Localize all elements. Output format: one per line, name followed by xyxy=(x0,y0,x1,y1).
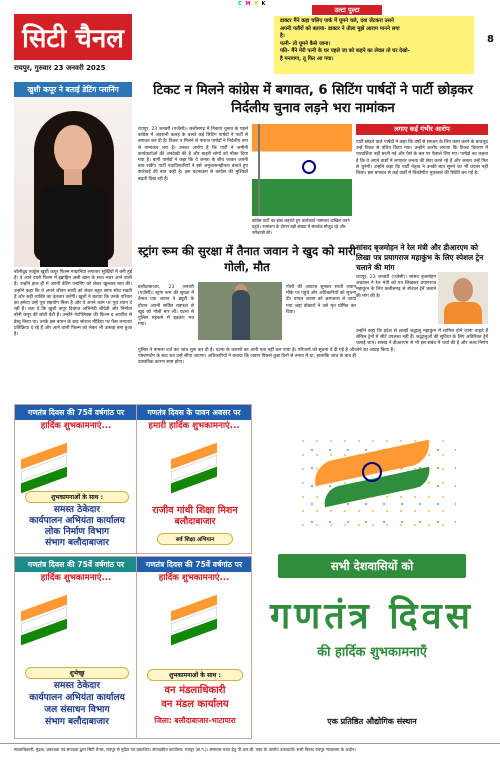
ulta-pulta-label: उल्टा पुल्टा xyxy=(312,5,382,15)
congress-flag-photo xyxy=(252,124,352,216)
page-number: 8 xyxy=(487,34,494,45)
ulta-pulta-box xyxy=(274,16,474,74)
ad-line: वन मंडलाधिकारी xyxy=(164,685,226,696)
ad-line: समस्त ठेकेदार xyxy=(53,505,101,515)
ad-line: संभाग बलौदाबाजार xyxy=(45,717,109,727)
ad-line: जल संसाधन विभाग xyxy=(44,705,110,715)
ad-rgsm xyxy=(136,404,252,554)
photo-caption: कांग्रेस पार्टी का झंडा लहराते हुए कार्यकर्ता नामांकन दाखिल करने पहुंचे। नामांकन के दौरान बड़ी संख्या में समर्थक मौजूद रहे और नारेबाजी की। xyxy=(252,218,350,235)
ad-header: गणतंत्र दिवस की 75वें वर्षगांठ पर xyxy=(15,405,137,420)
ad-line: जिला: बलौदाबाजार-भाटापारा xyxy=(154,716,236,725)
ad-badge: सर्व शिक्षा अभियान xyxy=(157,533,233,545)
ulta-line: है मनायगा, तू फिर आ गया। xyxy=(280,55,334,62)
ulta-line: अपनी पतौरों को बताया- डाक्टर ने तोला मुझे आराम मानने लगा xyxy=(280,25,400,32)
jawan-body-2: गोली की आवाज सुनकर साथी जवान मौके पर पहुंचे और अधिकारियों को सूचना दी। घायल जवान को अस्पताल ले जाया गया जहां डॉक्टरों ने उसे मृत घोषित कर दिया। xyxy=(286,285,356,315)
ad-line: बलौदाबाजार xyxy=(174,517,216,527)
ad-sender: शुभकामनाओं के साथ : xyxy=(25,491,129,503)
ad-line: वन मंडल कार्यालय xyxy=(161,699,229,710)
ad-banner: सभी देशवासियों को xyxy=(278,554,466,578)
dateline: रायपुर, गुरुवार 23 जनवरी 2025 xyxy=(14,64,106,72)
ad-header: गणतंत्र दिवस की 75वें वर्षगांठ पर xyxy=(137,557,251,572)
ad-header: गणतंत्र दिवस के पावन अवसर पर xyxy=(137,405,251,420)
republic-day-ad xyxy=(256,404,488,739)
ulta-line: पत्नी- तो घूमने कैसे जाना। xyxy=(280,40,331,47)
ad-pwd xyxy=(14,404,138,554)
ashoka-chakra-icon xyxy=(362,462,382,482)
jawan-body-3: पुलिस ने मामला दर्ज कर जांच शुरू कर दी है। घटना के कारणों का अभी पता नहीं चल पाया है। परिजनों को सूचना दे दी गई है और पोस्टमार्टम के बाद शव उन्हें सौंपा जाएगा। अधिकारियों ने बताया कि जवान पिछले कुछ दिनों से तनाव में था, हालांकि जांच के बाद ही वास्तविक कारण स्पष्ट होगा। xyxy=(138,348,356,366)
celebrity-headline: खुशी कपूर ने बताई डेटिंग प्लानिंग xyxy=(14,82,132,97)
ad-forest xyxy=(136,556,252,739)
ad-sender: शुभेच्छु xyxy=(25,667,129,679)
cmyk-marks xyxy=(238,1,266,7)
footer-imprint: स्वत्वाधिकारी, मुद्रक, प्रकाशक एवं संपादक द्वारा सिटी चैनल, रायपुर से मुद्रित एवं प्रकाशित। संपादकीय कार्यालय: रायपुर (छ.ग.)। समाचार चयन हेतु पी.आर.बी. एक्ट के अंतर्गत उत्तरदायी। सभी विवाद रायपुर न्यायालय के अधीन। xyxy=(0,743,500,765)
celebrity-story xyxy=(14,82,132,338)
ad-line: संभाग बलौदाबाजार xyxy=(45,538,109,548)
ulta-line: पति- मैंने मेरी पत्नी के घर पहले जा को कहने का लेवल तो घर देखो- xyxy=(280,48,410,55)
cmyk-k: K xyxy=(261,1,267,7)
ad-header: गणतंत्र दिवस की 75वें वर्षगांठ पर xyxy=(15,557,137,572)
cmyk-y: Y xyxy=(254,1,259,7)
ad-wrd xyxy=(14,556,138,739)
lead-body: रायपुर, 23 जनवरी (एजेंसी)। छत्तीसगढ़ में निकाय चुनाव के पहले कांग्रेस में अंदरूनी कलह के चलते कई सिटिंग पार्षदों ने पार्टी से बगावत कर दी है। टिकट न मिलने से नाराज पार्षदों ने निर्दलीय रूप से नामांकन भरा है। उनका आरोप है कि पार्टी ने जमीनी कार्यकर्ताओं की अनदेखी की है और बाहरी लोगों को मौका दिया गया है। बागी पार्षदों ने कहा कि वे जनता के बीच जाकर अपनी बात रखेंगे। पार्टी पदाधिकारियों ने इसे अनुशासनहीनता बताते हुए कार्रवाई की बात कही है। इस घटनाक्रम से कांग्रेस की मुश्किलें बढ़ती दिख रही हैं। xyxy=(138,127,248,182)
ulta-line: है। xyxy=(280,33,285,40)
politician-photo xyxy=(438,272,488,324)
flag-art xyxy=(171,593,217,673)
celebrity-body: बॉलीवुड एक्ट्रेस खुशी कपूर फ़िल्म नादानियां लगातार सुर्खियों में बनी हुई हैं। वे आने वाली फिल्म में इब्राहिम अली खान के साथ नजर आने वाली हैं। उन्होंने हाल ही में अपनी डेटिंग प्लानिंग को लेकर खुलकर बात की। उन्होंने कहा कि वे अपने जीवन साथी को लेकर बहुत साफ सोच रखती हैं और सही व्यक्ति का इंतजार करेंगी। खुशी ने बताया कि उनके परिवार का हमेशा उन्हें पूरा सहयोग मिला है और वे अपने काम पर पूरा ध्यान दे रही हैं। बता दें कि खुशी कपूर दिवंगत अभिनेत्री श्रीदेवी और निर्माता बोनी कपूर की छोटी बेटी हैं। उन्होंने नेटफ्लिक्स की फिल्म द आर्चीज से डेब्यू किया था। उनके इस बयान के बाद सोशल मीडिया पर फैंस लगातार प्रतिक्रिया दे रहे हैं और आने वाली फिल्म को लेकर भी उत्साह बना हुआ है। xyxy=(14,270,132,338)
celebrity-photo xyxy=(14,97,132,267)
ad-title: गणतंत्र दिवस xyxy=(269,595,474,637)
ad-sender: शुभकामनाओं के साथ : xyxy=(147,669,243,681)
masthead xyxy=(0,0,500,78)
ad-line: कार्यपालन अभियंता कार्यालय xyxy=(29,516,125,526)
lead-headline: टिकट न मिलने कांग्रेस में बगावत, 6 सिटिंग पार्षदों ने पार्टी छोड़कर निर्दलीय चुनाव लड़ने भरा नामांकन xyxy=(153,83,473,116)
cmyk-m: M xyxy=(245,1,252,7)
jawan-body-1: बलौदाबाजार, 23 जनवरी (एजेंसी)। स्ट्रांग रूम की सुरक्षा में तैनात एक जवान ने ड्यूटी के दौरान अपनी सर्विस राइफल से खुद को गोली मार ली। घटना से पुलिस महकमे में हड़कंप मच गया। xyxy=(138,285,194,328)
side-tab: लगाए कई गंभीर आरोप xyxy=(356,124,488,135)
ad-line: कार्यपालन अभियंता कार्यालय xyxy=(29,693,125,703)
flag-art xyxy=(21,593,67,673)
mp-body-2: उन्होंने कहा कि प्रदेश से लाखों श्रद्धालु महाकुंभ में शामिल होने जाना चाहते हैं लेकिन ट्रेनों में सीटें उपलब्ध नहीं हैं। श्रद्धालुओं की सुविधा के लिए अतिरिक्त ट्रेनें चलाई जाएं। सांसद ने डीआरएम से भी इस संबंध में चर्चा की है और जल्द निर्णय लेने का आग्रह किया है। xyxy=(356,329,488,353)
ad-subheader: हार्दिक शुभकामनाएं... xyxy=(158,573,230,583)
ad-subheader: हार्दिक शुभकामनाएं... xyxy=(40,573,112,583)
jawan-headline: स्ट्रांग रूम की सुरक्षा में तैनात जवान ने खुद को मारी गोली, मौत xyxy=(138,244,356,274)
ad-wish: की हार्दिक शुभकामनाएँ xyxy=(317,645,427,660)
side-body: पार्टी छोड़ने वाले पार्षदों ने कहा कि वर्षों से संगठन के लिए काम करने के बावजूद उन्हें टिकट से वंचित किया गया। उन्होंने आरोप लगाया कि टिकट वितरण में पारदर्शिता नहीं बरती गई और पैसे के बल पर फैसले लिए गए। पार्षदों का कहना है कि वे अपने वार्डों में लगातार जनता की सेवा करते रहे हैं और जनता उन्हें फिर से चुनेगी। उन्होंने कहा कि पार्टी नेतृत्व ने उनकी बात सुनने का भी प्रयास नहीं किया। इस बगावत से कई वार्डों में त्रिकोणीय मुकाबले की स्थिति बन गई है। xyxy=(356,140,488,177)
police-photo xyxy=(198,282,282,340)
ad-subheader: हमारी हार्दिक शुभकामनाएं... xyxy=(148,421,240,431)
ad-org: एक प्रतिष्ठित औद्योगिक संस्थान xyxy=(327,717,417,726)
ad-line: राजीव गांधी शिक्षा मिशन xyxy=(152,505,238,516)
newspaper-logo: सिटी चैनल xyxy=(14,14,132,60)
mp-body-1: रायपुर, 23 जनवरी (एजेंसी)। सांसद बृजमोहन अग्रवाल ने रेल मंत्री को पत्र लिखकर प्रयागराज महाकुंभ के लिए छत्तीसगढ़ से स्पेशल ट्रेनें चलाने की मांग की है। xyxy=(356,275,436,299)
ad-line: समस्त ठेकेदार xyxy=(53,681,101,691)
mp-headline: सांसद बृजमोहन ने रेल मंत्री और डीआरएम को लिखा पत्र प्रयागराज महाकुंभ के लिए स्पेशल ट्रेन चलाने की मांग xyxy=(356,243,484,272)
ad-line: लोक निर्माण विभाग xyxy=(44,527,110,537)
cmyk-c: C xyxy=(238,1,243,7)
ad-subheader: हार्दिक शुभकामनाएं... xyxy=(40,421,112,431)
ulta-line: डाक्टर मैंने कहा चलिए पार्क में घूमने चले, दवा लेंटकरा उसने xyxy=(280,18,394,24)
